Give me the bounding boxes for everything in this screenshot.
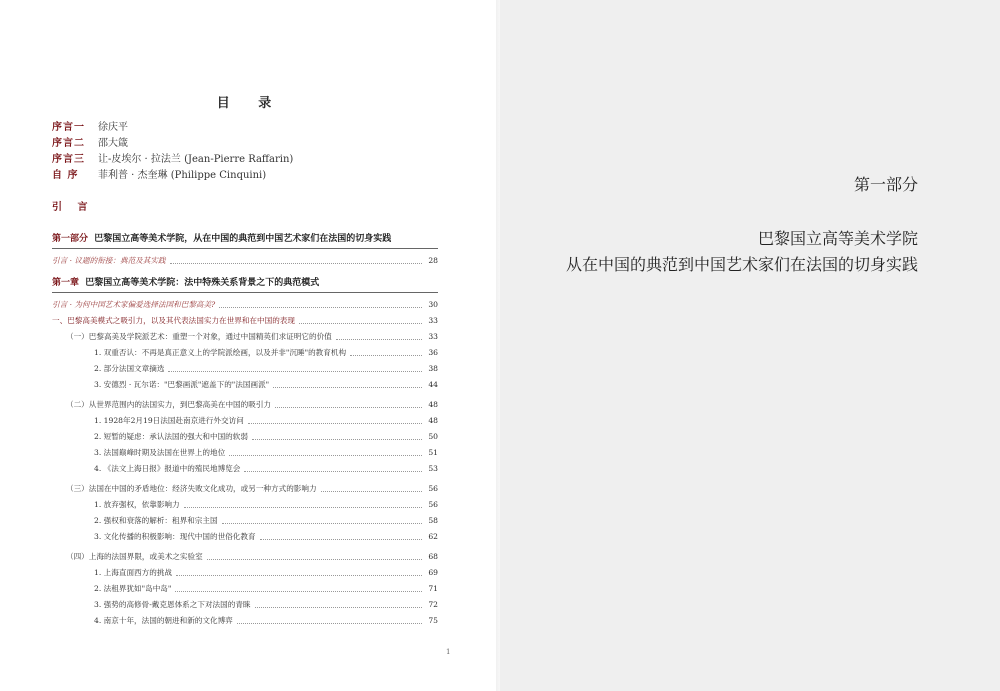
divider <box>52 248 438 249</box>
toc-entry <box>52 428 438 444</box>
leader-dots <box>275 407 422 408</box>
toc-entry <box>52 460 438 476</box>
toc-entry-page: 69 <box>428 568 438 577</box>
preface-author: 让-皮埃尔 · 拉法兰 (Jean-Pierre Raffarin) <box>98 154 294 165</box>
toc-entry-text: （四）上海的法国界限，或美术之实验室 <box>66 552 203 561</box>
toc-entry-page: 30 <box>428 300 438 309</box>
toc-entry <box>52 296 438 312</box>
preface-row <box>52 136 293 152</box>
toc-entry-text: （二）从世界范围内的法国实力，到巴黎高美在中国的吸引力 <box>66 400 272 409</box>
preface-author: 徐庆平 <box>98 122 128 133</box>
toc-entry-page: 51 <box>428 448 438 457</box>
preface-author: 菲利普 · 杰奎琳 (Philippe Cinquini) <box>98 170 267 181</box>
toc-entry-text: 2. 部分法国文章摘选 <box>94 364 165 373</box>
toc-entry <box>52 596 438 612</box>
leader-dots <box>229 455 422 456</box>
toc-entry <box>52 512 438 528</box>
toc-entry-text: （三）法国在中国的矛盾地位：经济失败文化成功，或另一种方式的影响力 <box>66 484 317 493</box>
toc-entry <box>52 444 438 460</box>
chapter-one-entries <box>52 312 438 628</box>
toc-entry <box>52 480 438 496</box>
part-subtitle-line-2: 从在中国的典范到中国艺术家们在法国的切身实践 <box>565 255 918 274</box>
preface-row <box>52 168 293 184</box>
leader-dots <box>336 339 422 340</box>
toc-entry-text: 2. 强权和衰落的解析：租界和宗主国 <box>94 516 218 525</box>
toc-entry <box>52 396 438 412</box>
toc-title: 目 录 <box>216 96 284 111</box>
toc-entry-text: 3. 强势的高修骨-戴克恩体系之下对法国的青睐 <box>94 600 251 609</box>
part-subtitle <box>566 226 918 278</box>
toc-entry <box>52 580 438 596</box>
toc-entry <box>52 252 438 268</box>
toc-entry <box>52 328 438 344</box>
part-subtitle-line-1: 巴黎国立高等美术学院 <box>757 229 918 248</box>
right-page <box>500 0 1000 691</box>
toc-entry-page: 28 <box>428 256 438 265</box>
toc-entry <box>52 612 438 628</box>
intro-label: 引 言 <box>52 202 94 213</box>
toc-entry <box>52 376 438 392</box>
toc-entry <box>52 412 438 428</box>
page-number: 1 <box>446 648 451 656</box>
toc-entry-text: 引言 · 议题的衔接：典范及其实践 <box>52 256 166 265</box>
leader-dots <box>260 539 422 540</box>
toc-entry-text: 3. 安德烈 · 瓦尔诺："巴黎画派"遮盖下的"法国画派" <box>94 380 270 389</box>
preface-row <box>52 120 293 136</box>
toc-entry <box>52 496 438 512</box>
toc-entry-page: 71 <box>428 584 438 593</box>
leader-dots <box>176 575 422 576</box>
toc-entry-text: 引言 · 为何中国艺术家偏爱选择法国和巴黎高美? <box>52 300 216 309</box>
toc-entry-page: 75 <box>428 616 438 625</box>
leader-dots <box>299 323 422 324</box>
toc-entry-text: 2. 法租界犹如"岛中岛" <box>94 584 172 593</box>
toc-entry-page: 33 <box>428 332 438 341</box>
toc-entry-page: 62 <box>428 532 438 541</box>
leader-dots <box>248 423 422 424</box>
toc-entry-text: 4. 《法文上海日报》报道中的殖民地博览会 <box>94 464 241 473</box>
leader-dots <box>170 263 422 264</box>
leader-dots <box>207 559 422 560</box>
preface-list <box>52 120 293 184</box>
chapter-one-title: 巴黎国立高等美术学院：法中特殊关系背景之下的典范模式 <box>85 278 320 288</box>
leader-dots <box>350 355 422 356</box>
toc-entry-page: 58 <box>428 516 438 525</box>
leader-dots <box>168 371 422 372</box>
leader-dots <box>237 623 422 624</box>
toc-entry-text: （一）巴黎高美及学院派艺术：重塑一个对象，通过中国精英们求证明它的价值 <box>66 332 332 341</box>
part-title: 第一部分 <box>853 175 918 194</box>
toc-entry-page: 44 <box>428 380 438 389</box>
divider <box>52 292 438 293</box>
part-one-label: 第一部分 <box>52 234 89 244</box>
toc-entry-page: 50 <box>428 432 438 441</box>
leader-dots <box>252 439 422 440</box>
toc-entry <box>52 528 438 544</box>
toc-entry-page: 68 <box>428 552 438 561</box>
part-one-title: 巴黎国立高等美术学院，从在中国的典范到中国艺术家们在法国的切身实践 <box>94 234 392 244</box>
toc-entry-page: 56 <box>428 484 438 493</box>
toc-entry <box>52 564 438 580</box>
toc-entry-page: 36 <box>428 348 438 357</box>
toc-entry-text: 3. 法国巅峰时期及法国在世界上的地位 <box>94 448 226 457</box>
preface-author: 邵大箴 <box>98 138 128 149</box>
toc-entry-text: 1. 上海直面西方的挑战 <box>94 568 173 577</box>
leader-dots <box>222 523 422 524</box>
leader-dots <box>255 607 422 608</box>
toc-entry <box>52 312 438 328</box>
leader-dots <box>175 591 422 592</box>
toc-entry-text: 1. 1928年2月19日法国赴南京进行外交访问 <box>94 416 244 425</box>
toc-entry-text: 一、巴黎高美模式之吸引力，以及其代表法国实力在世界和在中国的表现 <box>52 316 295 325</box>
preface-label: 序言一 <box>52 122 85 133</box>
chapter-one-heading <box>52 276 438 290</box>
preface-row <box>52 152 293 168</box>
preface-label: 自 序 <box>52 170 79 181</box>
toc-entry <box>52 360 438 376</box>
toc-entry-page: 72 <box>428 600 438 609</box>
toc-entry-text: 4. 南京十年，法国的朝进和新的文化博弈 <box>94 616 233 625</box>
toc-entry-page: 56 <box>428 500 438 509</box>
leader-dots <box>244 471 422 472</box>
toc-entry-page: 53 <box>428 464 438 473</box>
toc-entry-page: 48 <box>428 400 438 409</box>
toc-entry <box>52 344 438 360</box>
preface-label: 序言三 <box>52 154 85 165</box>
chapter-one-label: 第一章 <box>52 278 80 288</box>
preface-label: 序言二 <box>52 138 85 149</box>
leader-dots <box>219 307 422 308</box>
leader-dots <box>321 491 422 492</box>
toc-entry-text: 1. 双重否认：不再是真正意义上的学院派绘画，以及并非"沉睡"的教育机构 <box>94 348 347 357</box>
toc-entry-text: 2. 短暂的疑虑：承认法国的强大和中国的软弱 <box>94 432 248 441</box>
toc-entry-text: 3. 文化传播的积极影响：现代中国的世俗化教育 <box>94 532 256 541</box>
toc-entry-text: 1. 放弃强权，依靠影响力 <box>94 500 180 509</box>
toc-entry-page: 48 <box>428 416 438 425</box>
toc-entry-page: 38 <box>428 364 438 373</box>
toc-entry <box>52 548 438 564</box>
part-one-heading <box>52 232 438 246</box>
table-of-contents <box>52 232 438 628</box>
leader-dots <box>184 507 422 508</box>
toc-entry-page: 33 <box>428 316 438 325</box>
leader-dots <box>273 387 422 388</box>
